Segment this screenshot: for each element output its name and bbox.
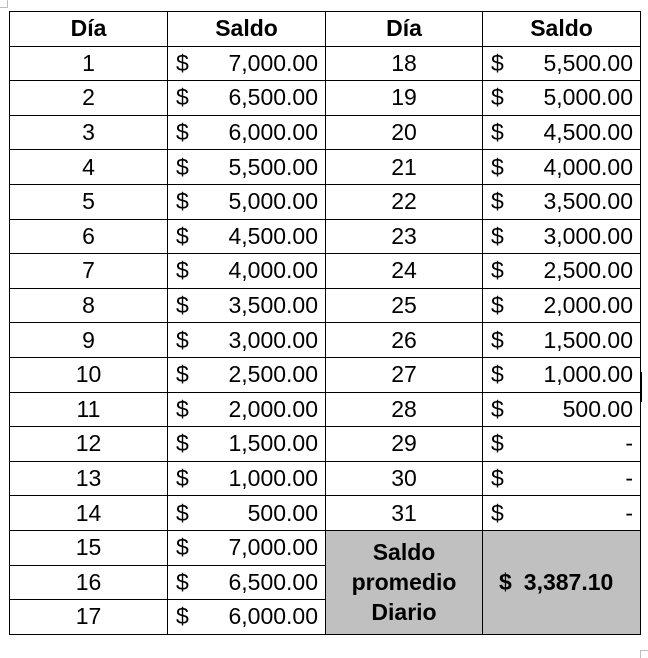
currency-symbol: $ [491, 222, 504, 249]
sheet-corner-top-left [0, 0, 8, 8]
balance-cell-left[interactable] [168, 565, 326, 600]
amount-value: 4,500.00 [228, 222, 318, 249]
amount-value: 2,000.00 [228, 395, 318, 422]
table-row [10, 115, 641, 150]
amount-value: 1,500.00 [543, 326, 633, 353]
amount-value: 1,000.00 [228, 465, 318, 492]
day-cell-right[interactable]: 27 [326, 357, 483, 392]
balance-cell-left[interactable] [168, 600, 326, 635]
text-cursor [641, 372, 642, 402]
amount-value: 7,000.00 [228, 534, 318, 561]
balance-cell-left[interactable] [168, 219, 326, 254]
balance-cell-right[interactable] [483, 288, 641, 323]
balance-cell-right[interactable] [483, 46, 641, 81]
day-cell-left[interactable]: 6 [10, 219, 168, 254]
header-dia-right[interactable]: Día [326, 12, 483, 47]
balance-cell-right[interactable] [483, 219, 641, 254]
amount-value: 5,500.00 [543, 49, 633, 76]
table-row [10, 150, 641, 185]
table-row [10, 530, 641, 565]
amount-value: 6,000.00 [228, 119, 318, 146]
balance-cell-left[interactable] [168, 496, 326, 531]
table-row [10, 184, 641, 219]
sheet-corner-bottom-right [640, 650, 648, 658]
balance-cell-left[interactable] [168, 288, 326, 323]
day-cell-right[interactable]: 22 [326, 184, 483, 219]
balance-cell-left[interactable] [168, 323, 326, 358]
table-row [10, 323, 641, 358]
day-cell-left[interactable]: 5 [10, 184, 168, 219]
balance-cell-right[interactable] [483, 323, 641, 358]
day-cell-right[interactable]: 26 [326, 323, 483, 358]
currency-symbol: $ [491, 326, 504, 353]
day-cell-right[interactable]: 23 [326, 219, 483, 254]
balance-cell-left[interactable] [168, 357, 326, 392]
day-cell-right[interactable]: 19 [326, 81, 483, 116]
day-cell-left[interactable]: 3 [10, 115, 168, 150]
amount-value: 2,000.00 [543, 292, 633, 319]
currency-symbol: $ [491, 119, 504, 146]
currency-symbol: $ [176, 188, 189, 215]
currency-symbol: $ [491, 395, 504, 422]
amount-value: - [625, 430, 633, 457]
currency-symbol: $ [176, 430, 189, 457]
header-saldo-right[interactable]: Saldo [483, 12, 641, 47]
day-cell-left[interactable]: 10 [10, 357, 168, 392]
day-cell-right[interactable]: 18 [326, 46, 483, 81]
currency-symbol: $ [491, 465, 504, 492]
amount-value: 5,000.00 [228, 188, 318, 215]
amount-value: 6,500.00 [228, 84, 318, 111]
balance-cell-right[interactable] [483, 81, 641, 116]
day-cell-left[interactable]: 13 [10, 461, 168, 496]
currency-symbol: $ [176, 222, 189, 249]
day-cell-right[interactable]: 25 [326, 288, 483, 323]
day-cell-left[interactable]: 14 [10, 496, 168, 531]
amount-value: 4,500.00 [543, 119, 633, 146]
table-row [10, 254, 641, 289]
table-row [10, 219, 641, 254]
day-cell-right[interactable]: 28 [326, 392, 483, 427]
balance-cell-right[interactable] [483, 496, 641, 531]
balance-cell-left[interactable] [168, 254, 326, 289]
amount-value: 4,000.00 [543, 153, 633, 180]
day-cell-right[interactable]: 24 [326, 254, 483, 289]
currency-symbol: $ [176, 49, 189, 76]
currency-symbol: $ [176, 326, 189, 353]
currency-symbol: $ [176, 499, 189, 526]
amount-value: 5,000.00 [543, 84, 633, 111]
currency-symbol: $ [176, 361, 189, 388]
daily-balance-table [9, 11, 641, 635]
day-cell-left[interactable]: 12 [10, 427, 168, 462]
currency-symbol: $ [491, 361, 504, 388]
currency-symbol: $ [491, 84, 504, 111]
header-dia-left[interactable]: Día [10, 12, 168, 47]
day-cell-left[interactable]: 8 [10, 288, 168, 323]
currency-symbol: $ [176, 257, 189, 284]
day-cell-right[interactable]: 31 [326, 496, 483, 531]
balance-cell-left[interactable] [168, 115, 326, 150]
balance-cell-left[interactable] [168, 150, 326, 185]
currency-symbol: $ [491, 49, 504, 76]
currency-symbol: $ [176, 534, 189, 561]
amount-value: 6,500.00 [228, 568, 318, 595]
currency-symbol: $ [176, 119, 189, 146]
table-row [10, 81, 641, 116]
header-row [10, 12, 641, 47]
day-cell-left[interactable]: 9 [10, 323, 168, 358]
table-row [10, 427, 641, 462]
amount-value: 3,387.10 [523, 568, 614, 595]
currency-symbol: $ [499, 568, 512, 595]
currency-symbol: $ [491, 153, 504, 180]
amount-value: 1,000.00 [543, 361, 633, 388]
day-cell-left[interactable]: 1 [10, 46, 168, 81]
currency-symbol: $ [176, 153, 189, 180]
amount-value: 5,500.00 [228, 153, 318, 180]
balance-cell-right[interactable] [483, 392, 641, 427]
amount-value: 500.00 [562, 395, 633, 422]
day-cell-left[interactable]: 11 [10, 392, 168, 427]
table-row [10, 392, 641, 427]
balance-cell-right[interactable] [483, 357, 641, 392]
average-balance-label[interactable] [326, 530, 483, 634]
table-row [10, 461, 641, 496]
currency-symbol: $ [176, 395, 189, 422]
header-saldo-left[interactable]: Saldo [168, 12, 326, 47]
day-cell-left[interactable]: 2 [10, 81, 168, 116]
table-row [10, 496, 641, 531]
amount-value: 3,000.00 [543, 222, 633, 249]
average-balance-value[interactable] [483, 530, 641, 634]
table-row [10, 46, 641, 81]
balance-cell-left[interactable] [168, 46, 326, 81]
currency-symbol: $ [176, 568, 189, 595]
day-cell-left[interactable]: 7 [10, 254, 168, 289]
balance-cell-right[interactable] [483, 461, 641, 496]
currency-symbol: $ [176, 84, 189, 111]
day-cell-left[interactable]: 15 [10, 530, 168, 565]
currency-symbol: $ [491, 257, 504, 284]
balance-cell-right[interactable] [483, 254, 641, 289]
amount-value: 500.00 [247, 499, 318, 526]
balance-cell-right[interactable] [483, 115, 641, 150]
day-cell-left[interactable]: 16 [10, 565, 168, 600]
currency-symbol: $ [176, 603, 189, 630]
amount-value: - [625, 465, 633, 492]
currency-symbol: $ [491, 430, 504, 457]
amount-value: 1,500.00 [228, 430, 318, 457]
day-cell-right[interactable]: 30 [326, 461, 483, 496]
balance-cell-right[interactable] [483, 184, 641, 219]
day-cell-right[interactable]: 20 [326, 115, 483, 150]
day-cell-right[interactable]: 29 [326, 427, 483, 462]
balance-cell-left[interactable] [168, 530, 326, 565]
balance-cell-left[interactable] [168, 184, 326, 219]
average-balance-label-line: Saldo [372, 539, 436, 566]
currency-symbol: $ [491, 499, 504, 526]
currency-symbol: $ [491, 188, 504, 215]
amount-value: - [625, 499, 633, 526]
amount-value: 2,500.00 [228, 361, 318, 388]
balance-cell-left[interactable] [168, 461, 326, 496]
currency-symbol: $ [176, 292, 189, 319]
amount-value: 2,500.00 [543, 257, 633, 284]
day-cell-right[interactable]: 21 [326, 150, 483, 185]
amount-value: 3,000.00 [228, 326, 318, 353]
amount-value: 3,500.00 [228, 292, 318, 319]
balance-cell-right[interactable] [483, 150, 641, 185]
currency-symbol: $ [491, 292, 504, 319]
day-cell-left[interactable]: 4 [10, 150, 168, 185]
balance-cell-left[interactable] [168, 392, 326, 427]
amount-value: 3,500.00 [543, 188, 633, 215]
amount-value: 6,000.00 [228, 603, 318, 630]
balance-cell-left[interactable] [168, 427, 326, 462]
currency-symbol: $ [176, 465, 189, 492]
average-balance-label-line: Diario [371, 599, 437, 626]
amount-value: 7,000.00 [228, 49, 318, 76]
balance-cell-right[interactable] [483, 427, 641, 462]
balance-cell-left[interactable] [168, 81, 326, 116]
day-cell-left[interactable]: 17 [10, 600, 168, 635]
amount-value: 4,000.00 [228, 257, 318, 284]
table-row [10, 357, 641, 392]
average-balance-label-line: promedio [351, 569, 457, 596]
table-row [10, 288, 641, 323]
